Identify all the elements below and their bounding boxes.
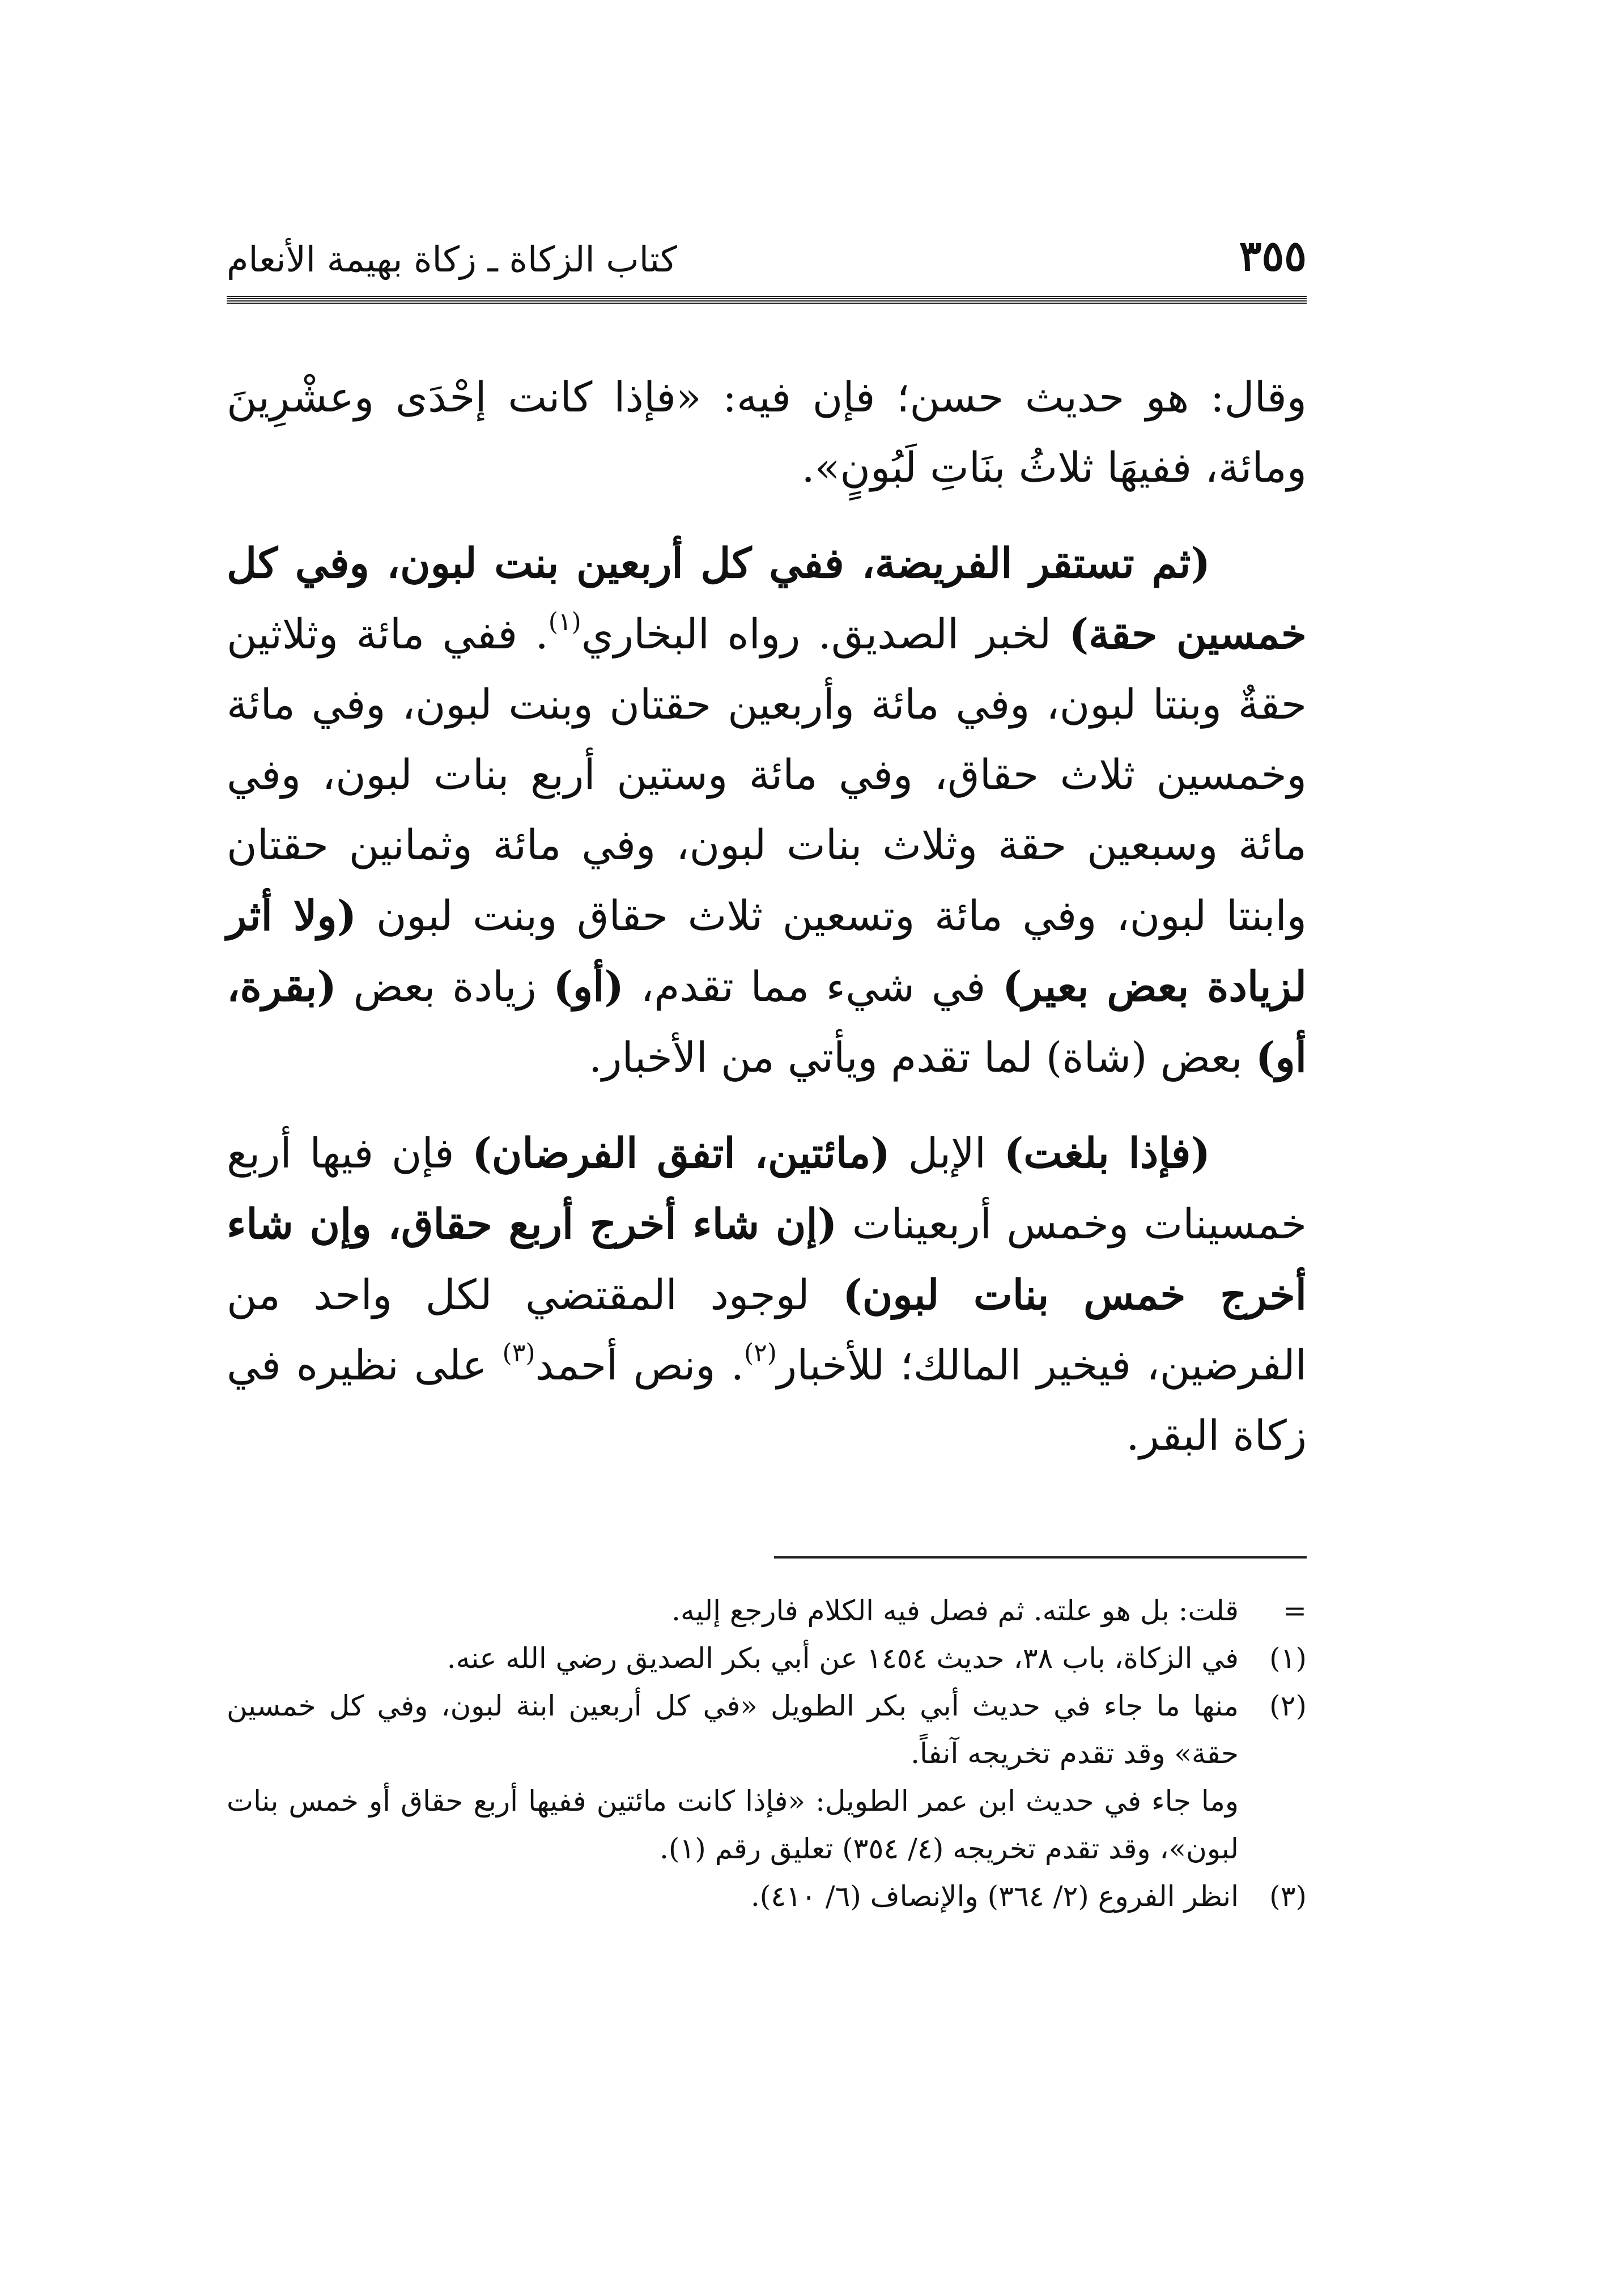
footnote-2: [227, 1682, 1307, 1777]
paragraph-1: وقال: هو حديث حسن؛ فإن فيه: «فإذا كانت إحْدَى وعشْرِينَ ومائة، ففيهَا ثلاثُ بنَاتِ لَبُونٍ».: [227, 373, 1307, 492]
footnote-text: قلت: بل هو علته. ثم فصل فيه الكلام فارجع إليه.: [671, 1594, 1239, 1627]
commentary-text: على نظيره في زكاة البقر.: [227, 1341, 1307, 1460]
footnote-ref-2: (٢): [743, 1339, 777, 1368]
matn-text: (فإذا بلغت): [1004, 1129, 1210, 1178]
running-title: كتاب الزكاة ـ زكاة بهيمة الأنعام: [227, 239, 677, 280]
commentary-text: لخبر الصديق. رواه البخاري: [581, 610, 1069, 659]
footnote-marker: (٣): [1269, 1880, 1307, 1913]
matn-text: (إن شاء أخرج أربع حقاق، وإن شاء أخرج خمس بنات لبون): [227, 1200, 1307, 1319]
commentary-text: الإبل: [890, 1129, 1004, 1178]
paragraph-3: [227, 1118, 1307, 1471]
commentary-text: في شيء مما تقدم،: [623, 963, 1003, 1011]
footnote-ref-3: (٣): [502, 1339, 535, 1368]
commentary-text: . ونص أحمد: [535, 1341, 744, 1390]
commentary-text: . ففي مائة وثلاثين حقةٌ وبنتا لبون، وفي مائة وأربعين حقتان وبنت لبون، وفي مائة وخمسين ثلاث حقاق، وفي مائة وستين أربع بنات لبون، وفي مائة وسبعين حقة وثلاث بنات لبون، وفي مائة وثمانين حقتان وابنتا لبون، وفي مائة وتسعين ثلاث حقاق وبنت لبون: [227, 610, 1307, 940]
matn-text: (ولا أثر لزيادة بعض بعير): [227, 891, 1307, 1011]
commentary-text: بعض (شاة) لما تقدم ويأتي من الأخبار.: [589, 1034, 1256, 1082]
footnotes: [227, 1587, 1307, 1920]
commentary-text: زيادة بعض: [336, 963, 554, 1011]
header-rule: [227, 296, 1307, 305]
matn-text: (أو): [553, 962, 624, 1011]
footnote-ref-1: (١): [548, 608, 581, 636]
commentary-text: فإن فيها أربع خمسينات وخمس أربعينات: [227, 1129, 1307, 1249]
main-text: [227, 363, 1307, 1496]
footnote-1: [227, 1634, 1307, 1682]
matn-text: (بقرة، أو): [227, 962, 1307, 1082]
footnote-marker: (٢): [1269, 1689, 1307, 1722]
footnote-2-continuation: وما جاء في حديث ابن عمر الطويل: «فإذا كانت مائتين ففيها أربع حقاق أو خمس بنات لبون»، وقد تقدم تخريجه (٤/ ٣٥٤) تعليق رقم (١).: [227, 1785, 1239, 1865]
commentary-text: لوجود المقتضي لكل واحد من الفرضين، فيخير المالك؛ للأخبار: [227, 1271, 1307, 1390]
footnote-marker: (١): [1269, 1642, 1307, 1675]
running-header: [227, 227, 1307, 289]
footnote-text: انظر الفروع (٢/ ٣٦٤) والإنصاف (٦/ ٤١٠).: [750, 1880, 1239, 1913]
footnote-3: [227, 1872, 1307, 1920]
matn-text: (ثم تستقر الفريضة، ففي كل أربعين بنت لبون، وفي كل خمسين حقة): [227, 539, 1307, 659]
footnote-separator: [774, 1556, 1307, 1559]
matn-text: (مائتين، اتفق الفرضان): [472, 1129, 890, 1178]
page-number: ٣٥٥: [1239, 232, 1307, 281]
footnote-continued: [227, 1587, 1307, 1634]
footnote-text: منها ما جاء في حديث أبي بكر الطويل «في كل أربعين ابنة لبون، وفي كل خمسين حقة» وقد تقدم تخريجه آنفاً.: [227, 1689, 1239, 1770]
footnote-text: في الزكاة، باب ٣٨، حديث ١٤٥٤ عن أبي بكر الصديق رضي الله عنه.: [447, 1642, 1239, 1675]
footnote-marker: =: [1283, 1594, 1307, 1627]
paragraph-2: [227, 528, 1307, 1093]
